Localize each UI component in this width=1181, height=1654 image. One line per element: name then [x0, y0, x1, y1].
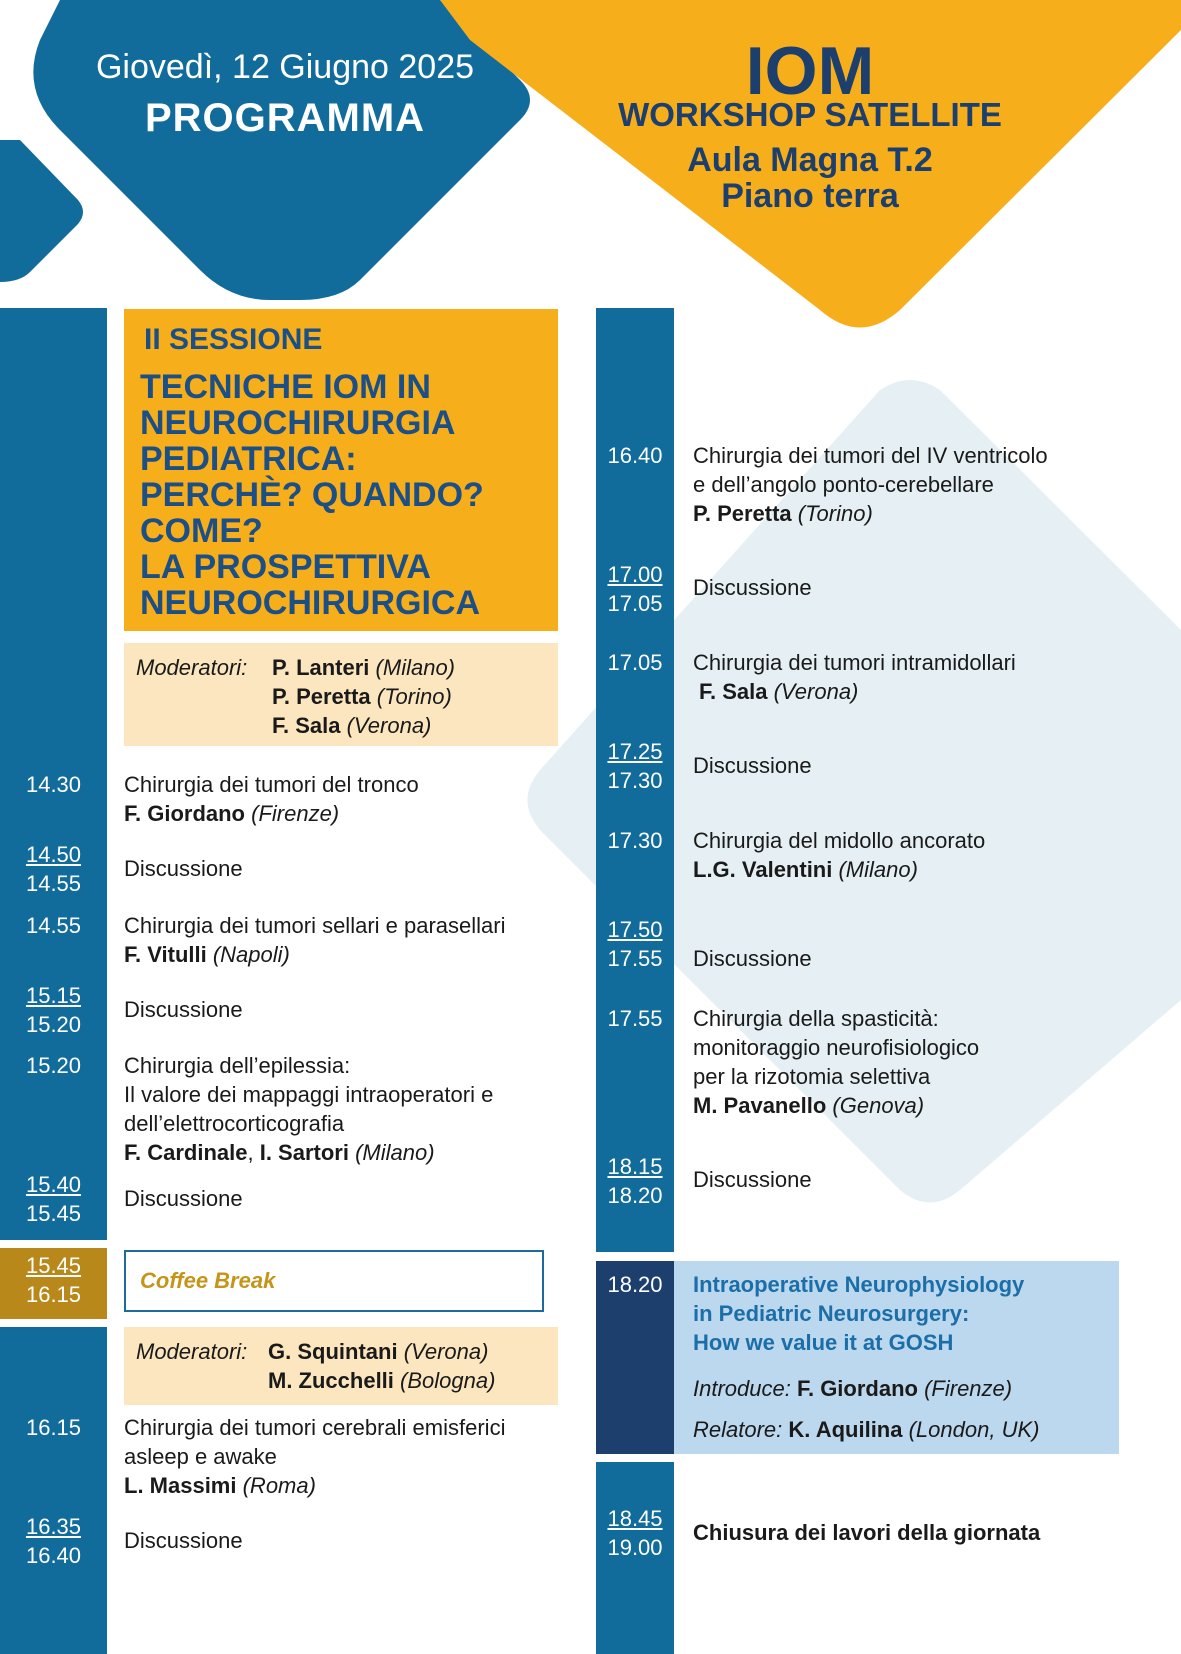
speaker-city: (Roma) — [242, 1473, 316, 1498]
speaker-name: P. Peretta — [693, 501, 792, 526]
time-end: 17.55 — [607, 946, 663, 971]
moderator-name: G. Squintani — [268, 1339, 398, 1364]
closing-label: Chiusura dei lavori della giornata — [693, 1520, 1041, 1545]
left-time-bar-bottom — [0, 1327, 107, 1654]
speaker-name: L. Massimi — [124, 1473, 237, 1498]
time-end: 16.15 — [25, 1282, 82, 1307]
time-end: 17.30 — [607, 768, 663, 793]
time-end: 17.05 — [607, 591, 663, 616]
time-start: 18.45 — [607, 1506, 663, 1531]
session-title-line: LA PROSPETTIVA — [140, 548, 431, 586]
program-item: Discussione — [124, 997, 243, 1022]
session-title-line: NEUROCHIRURGIA — [140, 404, 456, 442]
time-slot — [0, 1413, 107, 1442]
speaker-name: F. Cardinale — [124, 1140, 248, 1165]
program-item — [693, 1004, 979, 1120]
venue-line-1: Aula Magna T.2 — [687, 141, 933, 179]
time-slot — [0, 840, 107, 898]
moderator — [272, 711, 431, 740]
time-start: 17.50 — [607, 917, 663, 942]
time-start: 17.05 — [607, 650, 663, 675]
time-start: 18.20 — [607, 1272, 663, 1297]
speaker-name: L.G. Valentini — [693, 857, 833, 882]
time-start: 16.40 — [607, 443, 663, 468]
moderator-name: F. Sala — [272, 713, 341, 738]
coffee-break-label: Coffee Break — [140, 1268, 276, 1293]
time-slot — [596, 1270, 674, 1299]
time-start: 14.50 — [25, 842, 82, 867]
keynote-title-line: How we value it at GOSH — [693, 1330, 954, 1355]
speaker-name: F. Giordano — [124, 801, 245, 826]
speaker-name: M. Pavanello — [693, 1093, 827, 1118]
speaker-name: F. Vitulli — [124, 942, 207, 967]
talk-title: dell’elettrocorticografia — [124, 1111, 345, 1136]
time-slot — [0, 1051, 107, 1080]
introducer-label: Introduce: — [693, 1376, 791, 1401]
time-start: 15.40 — [25, 1172, 82, 1197]
time-start: 15.20 — [25, 1053, 82, 1078]
time-slot — [0, 1512, 107, 1570]
time-slot — [596, 826, 674, 855]
moderator-name: P. Lanteri — [272, 655, 370, 680]
program-item — [693, 441, 1048, 528]
speaker-city: (Milano) — [838, 857, 918, 882]
time-start: 15.45 — [25, 1253, 82, 1278]
time-slot — [0, 770, 107, 799]
keynote-title-line: Intraoperative Neurophysiology — [693, 1272, 1025, 1297]
talk-title: monitoraggio neurofisiologico — [693, 1035, 980, 1060]
venue — [560, 142, 1060, 214]
small-blue-shape — [0, 140, 83, 282]
keynote-title — [693, 1270, 1024, 1357]
time-end: 15.20 — [25, 1012, 82, 1037]
program-item: Discussione — [124, 1528, 243, 1553]
session-title-line: COME? — [140, 512, 263, 550]
speaker-name: F. Sala — [699, 679, 768, 704]
time-start: 17.25 — [607, 739, 663, 764]
moderator — [268, 1366, 495, 1395]
moderator — [268, 1337, 488, 1366]
session-number: II SESSIONE — [144, 323, 323, 356]
time-start: 17.30 — [607, 828, 663, 853]
speaker-name: I. Sartori — [259, 1140, 349, 1165]
time-slot — [596, 648, 674, 677]
time-start: 17.55 — [607, 1006, 663, 1031]
moderator-city: (Torino) — [376, 684, 452, 709]
time-end: 15.45 — [25, 1201, 82, 1226]
event-date: Giovedì, 12 Giugno 2025 — [95, 48, 475, 86]
talk-title: Chirurgia del midollo ancorato — [693, 828, 986, 853]
program-item — [124, 1413, 505, 1500]
talk-title: Il valore dei mappaggi intraoperatori e — [124, 1082, 494, 1107]
time-slot — [596, 441, 674, 470]
moderator-name: M. Zucchelli — [268, 1368, 394, 1393]
time-slot — [596, 1152, 674, 1210]
moderators-box-2 — [124, 1327, 558, 1405]
moderator-city: (Bologna) — [400, 1368, 496, 1393]
time-start: 14.30 — [25, 772, 82, 797]
workshop-title: WORKSHOP SATELLITE — [618, 96, 1002, 133]
time-end: 16.40 — [25, 1543, 82, 1568]
session-title-line: PERCHÈ? QUANDO? — [140, 476, 484, 514]
session-title — [140, 369, 550, 621]
time-slot — [0, 911, 107, 940]
time-slot — [596, 560, 674, 618]
talk-title: Chirurgia dei tumori del tronco — [124, 772, 419, 797]
program-item: Discussione — [693, 946, 812, 971]
moderator-city: (Verona) — [403, 1339, 489, 1364]
talk-title: Chirurgia dei tumori cerebrali emisferici — [124, 1415, 506, 1440]
program-item — [693, 648, 1016, 706]
time-slot — [0, 1251, 107, 1309]
moderators-label: Moderatori: — [136, 1339, 248, 1364]
speaker-city: (Verona) — [773, 679, 859, 704]
introducer-city: (Firenze) — [924, 1376, 1013, 1401]
venue-line-2: Piano terra — [721, 177, 899, 215]
program-title: PROGRAMMA — [144, 96, 426, 140]
introducer-name: F. Giordano — [796, 1376, 918, 1401]
time-start: 17.00 — [607, 562, 663, 587]
moderator-name: P. Peretta — [272, 684, 371, 709]
keynote-title-line: in Pediatric Neurosurgery: — [693, 1301, 970, 1326]
time-end: 19.00 — [607, 1535, 663, 1560]
moderators-box-1 — [124, 643, 558, 746]
time-slot — [596, 1504, 674, 1562]
moderator-city: (Verona) — [346, 713, 432, 738]
program-item — [124, 1051, 493, 1167]
speaker-separator: , — [247, 1140, 260, 1165]
talk-title: Chirurgia della spasticità: — [693, 1006, 939, 1031]
header-blue-shape — [33, 0, 530, 300]
talk-title: Chirurgia dei tumori intramidollari — [693, 650, 1016, 675]
time-start: 15.15 — [25, 983, 82, 1008]
program-item: Discussione — [124, 1186, 243, 1211]
time-start: 18.15 — [607, 1154, 663, 1179]
moderator-city: (Milano) — [375, 655, 456, 680]
talk-title: Chirurgia dei tumori del IV ventricolo — [693, 443, 1048, 468]
talk-title: per la rizotomia selettiva — [693, 1064, 931, 1089]
time-end: 14.55 — [25, 871, 82, 896]
keynote-speaker — [693, 1415, 1039, 1444]
moderators-label: Moderatori: — [136, 655, 248, 680]
speaker-city: (Milano) — [355, 1140, 435, 1165]
session-box — [124, 309, 558, 631]
session-title-line: NEUROCHIRURGICA — [140, 584, 480, 622]
talk-title: Chirurgia dell’epilessia: — [124, 1053, 351, 1078]
time-slot — [0, 981, 107, 1039]
moderator — [272, 682, 452, 711]
speaker-city: (London, UK) — [908, 1417, 1040, 1442]
time-start: 16.35 — [25, 1514, 82, 1539]
time-slot — [596, 915, 674, 973]
iom-title: IOM — [745, 33, 875, 109]
program-item: Discussione — [693, 575, 812, 600]
speaker-city: (Torino) — [797, 501, 873, 526]
program-item — [124, 911, 506, 969]
moderator — [272, 653, 455, 682]
coffee-break-box — [124, 1250, 544, 1312]
program-item: Discussione — [693, 1167, 812, 1192]
speaker-label: Relatore: — [693, 1417, 783, 1442]
talk-title: Chirurgia dei tumori sellari e parasellari — [124, 913, 506, 938]
keynote-introducer — [693, 1374, 1012, 1403]
time-start: 14.55 — [25, 913, 82, 938]
session-title-line: TECNICHE IOM IN — [140, 368, 431, 406]
time-start: 16.15 — [25, 1415, 82, 1440]
time-end: 18.20 — [607, 1183, 663, 1208]
talk-title: e dell’angolo ponto-cerebellare — [693, 472, 994, 497]
speaker-city: (Napoli) — [212, 942, 290, 967]
time-slot — [596, 737, 674, 795]
time-slot — [596, 1004, 674, 1033]
session-title-line: PEDIATRICA: — [140, 440, 357, 478]
speaker-city: (Firenze) — [251, 801, 340, 826]
program-item — [693, 826, 985, 884]
program-item: Discussione — [124, 856, 243, 881]
speaker-name: K. Aquilina — [788, 1417, 903, 1442]
program-item — [124, 770, 419, 828]
keynote-box — [674, 1261, 1119, 1454]
speaker-city: (Genova) — [832, 1093, 925, 1118]
program-item: Discussione — [693, 753, 812, 778]
talk-title: asleep e awake — [124, 1444, 277, 1469]
time-slot — [0, 1170, 107, 1228]
